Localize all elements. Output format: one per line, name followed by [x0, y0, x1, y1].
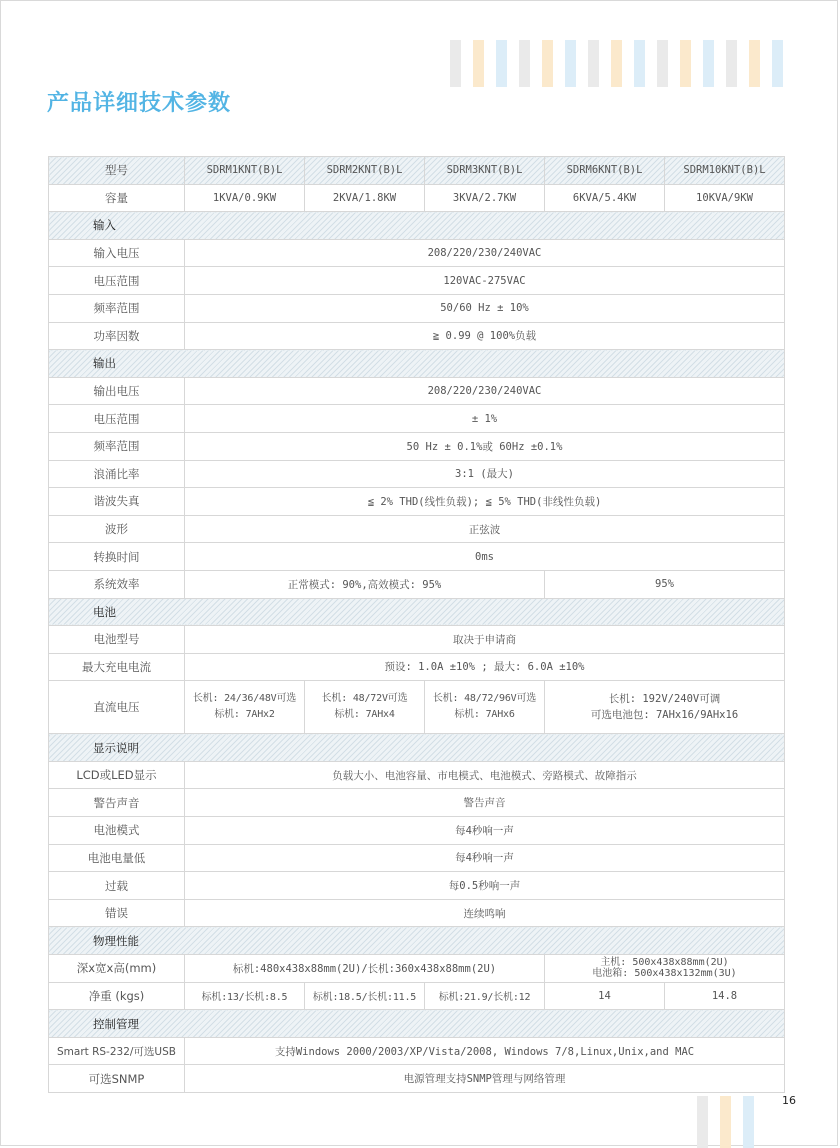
decorative-stripes-bottom — [697, 1096, 766, 1148]
section-input-title: 输入 — [49, 212, 785, 240]
weight-1: 标机:13/长机:8.5 — [185, 982, 305, 1010]
weight-5: 14.8 — [665, 982, 785, 1010]
stripe-gray — [519, 40, 530, 87]
label-display-lcd: LCD或LED显示 — [49, 761, 185, 789]
capacity-4: 6KVA/5.4KW — [545, 184, 665, 212]
section-output — [49, 350, 785, 378]
spec-table — [48, 156, 785, 1093]
capacity-5: 10KVA/9KW — [665, 184, 785, 212]
table-row — [49, 761, 785, 789]
label-input-voltage: 输入电压 — [49, 239, 185, 267]
label-output-freq: 频率范围 — [49, 432, 185, 460]
stripe-orange — [680, 40, 691, 87]
dim-large-line1: 主机: 500x438x88mm(2U) — [600, 957, 729, 969]
section-output-title: 输出 — [49, 350, 785, 378]
label-display-error: 错误 — [49, 899, 185, 927]
value-display-overload: 每0.5秒响一声 — [185, 872, 785, 900]
section-battery-title: 电池 — [49, 598, 785, 626]
value-output-freq: 50 Hz ± 0.1%或 60Hz ±0.1% — [185, 432, 785, 460]
label-input-pf: 功率因数 — [49, 322, 185, 350]
dc-2-line2: 标机: 7AHx4 — [334, 709, 395, 721]
label-display-alarm: 警告声音 — [49, 789, 185, 817]
model-4: SDRM6KNT(B)L — [545, 157, 665, 185]
stripe-orange — [542, 40, 553, 87]
label-output-transfer: 转换时间 — [49, 543, 185, 571]
value-control-snmp: 电源管理支持SNMP管理与网络管理 — [185, 1065, 785, 1093]
value-output-voltage: 208/220/230/240VAC — [185, 377, 785, 405]
dc-1-line1: 长机: 24/36/48V可选 — [192, 693, 297, 705]
page-title: 产品详细技术参数 — [47, 91, 232, 116]
value-display-batmode: 每4秒响一声 — [185, 817, 785, 845]
stripe-blue — [565, 40, 576, 87]
section-physical — [49, 927, 785, 955]
table-row — [49, 982, 785, 1010]
model-3: SDRM3KNT(B)L — [425, 157, 545, 185]
stripe-gray — [588, 40, 599, 87]
label-output-thd: 谐波失真 — [49, 488, 185, 516]
stripe-orange — [749, 40, 760, 87]
table-row — [49, 432, 785, 460]
dc-2-line1: 长机: 48/72V可选 — [321, 693, 408, 705]
stripe-orange — [611, 40, 622, 87]
weight-3: 标机:21.9/长机:12 — [425, 982, 545, 1010]
dc-1-line2: 标机: 7AHx2 — [214, 709, 275, 721]
table-row-model — [49, 157, 785, 185]
table-row — [49, 1065, 785, 1093]
model-2: SDRM2KNT(B)L — [305, 157, 425, 185]
value-output-transfer: 0ms — [185, 543, 785, 571]
capacity-2: 2KVA/1.8KW — [305, 184, 425, 212]
capacity-1: 1KVA/0.9KW — [185, 184, 305, 212]
stripe-blue — [743, 1096, 754, 1148]
stripe-gray — [726, 40, 737, 87]
value-physical-dim-small: 标机:480x438x88mm(2U)/长机:360x438x88mm(2U) — [185, 955, 545, 983]
section-physical-title: 物理性能 — [49, 927, 785, 955]
label-battery-type: 电池型号 — [49, 626, 185, 654]
model-5: SDRM10KNT(B)L — [665, 157, 785, 185]
label-display-overload: 过载 — [49, 872, 185, 900]
label-capacity: 容量 — [49, 184, 185, 212]
value-dc-2 — [305, 681, 425, 734]
stripe-blue — [634, 40, 645, 87]
stripe-gray — [450, 40, 461, 87]
value-display-error: 连续鸣响 — [185, 899, 785, 927]
value-input-pf: ≧ 0.99 @ 100%负载 — [185, 322, 785, 350]
value-input-voltage: 208/220/230/240VAC — [185, 239, 785, 267]
label-control-smart: Smart RS-232/可选USB — [49, 1037, 185, 1065]
label-input-range: 电压范围 — [49, 267, 185, 295]
table-row — [49, 460, 785, 488]
value-physical-dim-large — [545, 955, 785, 983]
table-row — [49, 899, 785, 927]
value-output-eff-small: 正常模式: 90%,高效模式: 95% — [185, 570, 545, 598]
value-output-crest: 3:1 (最大) — [185, 460, 785, 488]
label-display-batlow: 电池电量低 — [49, 844, 185, 872]
value-output-wave: 正弦波 — [185, 515, 785, 543]
value-output-range: ± 1% — [185, 405, 785, 433]
dc-4-line2: 可选电池包: 7AHx16/9AHx16 — [590, 709, 739, 722]
table-row — [49, 267, 785, 295]
label-model: 型号 — [49, 157, 185, 185]
table-row — [49, 294, 785, 322]
label-output-crest: 浪涌比率 — [49, 460, 185, 488]
label-battery-charge: 最大充电电流 — [49, 653, 185, 681]
table-row — [49, 322, 785, 350]
section-battery — [49, 598, 785, 626]
section-display-title: 显示说明 — [49, 734, 785, 762]
table-row — [49, 488, 785, 516]
capacity-3: 3KVA/2.7KW — [425, 184, 545, 212]
table-row — [49, 239, 785, 267]
stripe-orange — [720, 1096, 731, 1148]
table-row — [49, 543, 785, 571]
dc-3-line2: 标机: 7AHx6 — [454, 709, 515, 721]
table-row — [49, 653, 785, 681]
label-output-eff: 系统效率 — [49, 570, 185, 598]
value-dc-4 — [545, 681, 785, 734]
table-row — [49, 955, 785, 983]
label-physical-dim: 深x宽x高(mm) — [49, 955, 185, 983]
table-row-dc — [49, 681, 785, 734]
table-row — [49, 872, 785, 900]
section-input — [49, 212, 785, 240]
dc-3-line1: 长机: 48/72/96V可选 — [432, 693, 537, 705]
label-display-batmode: 电池模式 — [49, 817, 185, 845]
model-1: SDRM1KNT(B)L — [185, 157, 305, 185]
value-battery-charge: 预设: 1.0A ±10% ; 最大: 6.0A ±10% — [185, 653, 785, 681]
stripe-blue — [496, 40, 507, 87]
weight-4: 14 — [545, 982, 665, 1010]
label-output-voltage: 输出电压 — [49, 377, 185, 405]
stripe-orange — [473, 40, 484, 87]
value-input-range: 120VAC-275VAC — [185, 267, 785, 295]
section-display — [49, 734, 785, 762]
value-dc-1 — [185, 681, 305, 734]
stripe-blue — [772, 40, 783, 87]
table-row — [49, 789, 785, 817]
table-row — [49, 377, 785, 405]
label-input-freq: 频率范围 — [49, 294, 185, 322]
decorative-stripes-top — [450, 40, 795, 87]
value-dc-3 — [425, 681, 545, 734]
label-control-snmp: 可选SNMP — [49, 1065, 185, 1093]
page-number: 16 — [782, 1094, 796, 1107]
stripe-blue — [703, 40, 714, 87]
value-output-eff-large: 95% — [545, 570, 785, 598]
table-row — [49, 405, 785, 433]
value-display-batlow: 每4秒响一声 — [185, 844, 785, 872]
dim-large-line2: 电池箱: 500x438x132mm(3U) — [592, 968, 737, 980]
table-row — [49, 570, 785, 598]
table-row — [49, 1037, 785, 1065]
table-row — [49, 515, 785, 543]
section-control — [49, 1010, 785, 1038]
weight-2: 标机:18.5/长机:11.5 — [305, 982, 425, 1010]
table-row — [49, 844, 785, 872]
value-battery-type: 取决于申请商 — [185, 626, 785, 654]
label-physical-weight: 净重 (kgs) — [49, 982, 185, 1010]
table-row — [49, 817, 785, 845]
value-display-lcd: 负载大小、电池容量、市电模式、电池模式、旁路模式、故障指示 — [185, 761, 785, 789]
stripe-gray — [657, 40, 668, 87]
section-control-title: 控制管理 — [49, 1010, 785, 1038]
label-output-range: 电压范围 — [49, 405, 185, 433]
table-row — [49, 626, 785, 654]
value-output-thd: ≦ 2% THD(线性负载); ≦ 5% THD(非线性负载) — [185, 488, 785, 516]
dc-4-line1: 长机: 192V/240V可调 — [608, 693, 721, 706]
value-control-smart: 支持Windows 2000/2003/XP/Vista/2008, Windows 7/8,Linux,Unix,and MAC — [185, 1037, 785, 1065]
table-row-capacity — [49, 184, 785, 212]
label-battery-dc: 直流电压 — [49, 681, 185, 734]
value-display-alarm: 警告声音 — [185, 789, 785, 817]
label-output-wave: 波形 — [49, 515, 185, 543]
stripe-gray — [697, 1096, 708, 1148]
value-input-freq: 50/60 Hz ± 10% — [185, 294, 785, 322]
